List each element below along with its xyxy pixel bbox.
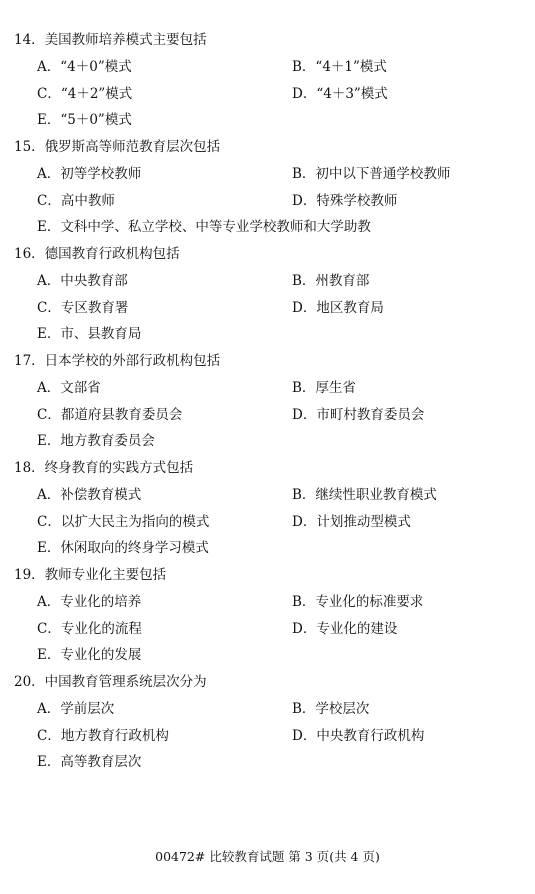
page-footer: 00472# 比较教育试题 第 3 页(共 4 页) [155,849,380,864]
option-b: B．继续性职业教育模式 [292,487,437,503]
option-c: C．以扩大民主为指向的模式 [37,514,210,530]
option-e: E．高等教育层次 [37,754,142,770]
question-stem: 18．终身教育的实践方式包括 [14,460,194,476]
option-d: D．计划推动型模式 [292,514,411,530]
option-a: A．中央教育部 [37,273,128,289]
option-d: D．“4＋3”模式 [292,86,388,102]
option-c: C．专业化的流程 [37,621,142,637]
question-stem: 14．美国教师培养模式主要包括 [14,32,207,48]
option-b: B．“4＋1”模式 [292,59,387,75]
option-b: B．州教育部 [292,273,370,289]
option-c: C．高中教师 [37,193,115,209]
option-e: E．文科中学、私立学校、中等专业学校教师和大学助教 [37,219,371,235]
option-a: A．补偿教育模式 [37,487,142,503]
option-e: E．“5＋0”模式 [37,112,132,128]
option-a: A．专业化的培养 [37,594,142,610]
question-stem: 20．中国教育管理系统层次分为 [14,674,207,690]
question-stem: 16．德国教育行政机构包括 [14,246,180,262]
option-d: D．专业化的建设 [292,621,398,637]
option-e: E．市、县教育局 [37,326,142,342]
option-d: D．市町村教育委员会 [292,407,425,423]
question-stem: 19．教师专业化主要包括 [14,567,167,583]
option-b: B．厚生省 [292,380,356,396]
option-b: B．专业化的标准要求 [292,594,424,610]
option-d: D．地区教育局 [292,300,384,316]
option-a: A．初等学校教师 [37,166,142,182]
option-c: C．地方教育行政机构 [37,728,169,744]
option-a: A．学前层次 [37,701,115,717]
option-b: B．初中以下普通学校教师 [292,166,451,182]
option-c: C．专区教育署 [37,300,129,316]
option-c: C．“4＋2”模式 [37,86,133,102]
option-d: D．中央教育行政机构 [292,728,425,744]
option-a: A．文部省 [37,380,101,396]
option-e: E．地方教育委员会 [37,433,155,449]
option-a: A．“4＋0”模式 [37,59,132,75]
option-e: E．休闲取向的终身学习模式 [37,540,209,556]
option-e: E．专业化的发展 [37,647,142,663]
option-c: C．都道府县教育委员会 [37,407,183,423]
question-stem: 17．日本学校的外部行政机构包括 [14,353,221,369]
option-b: B．学校层次 [292,701,370,717]
question-stem: 15．俄罗斯高等师范教育层次包括 [14,139,221,155]
option-d: D．特殊学校教师 [292,193,398,209]
